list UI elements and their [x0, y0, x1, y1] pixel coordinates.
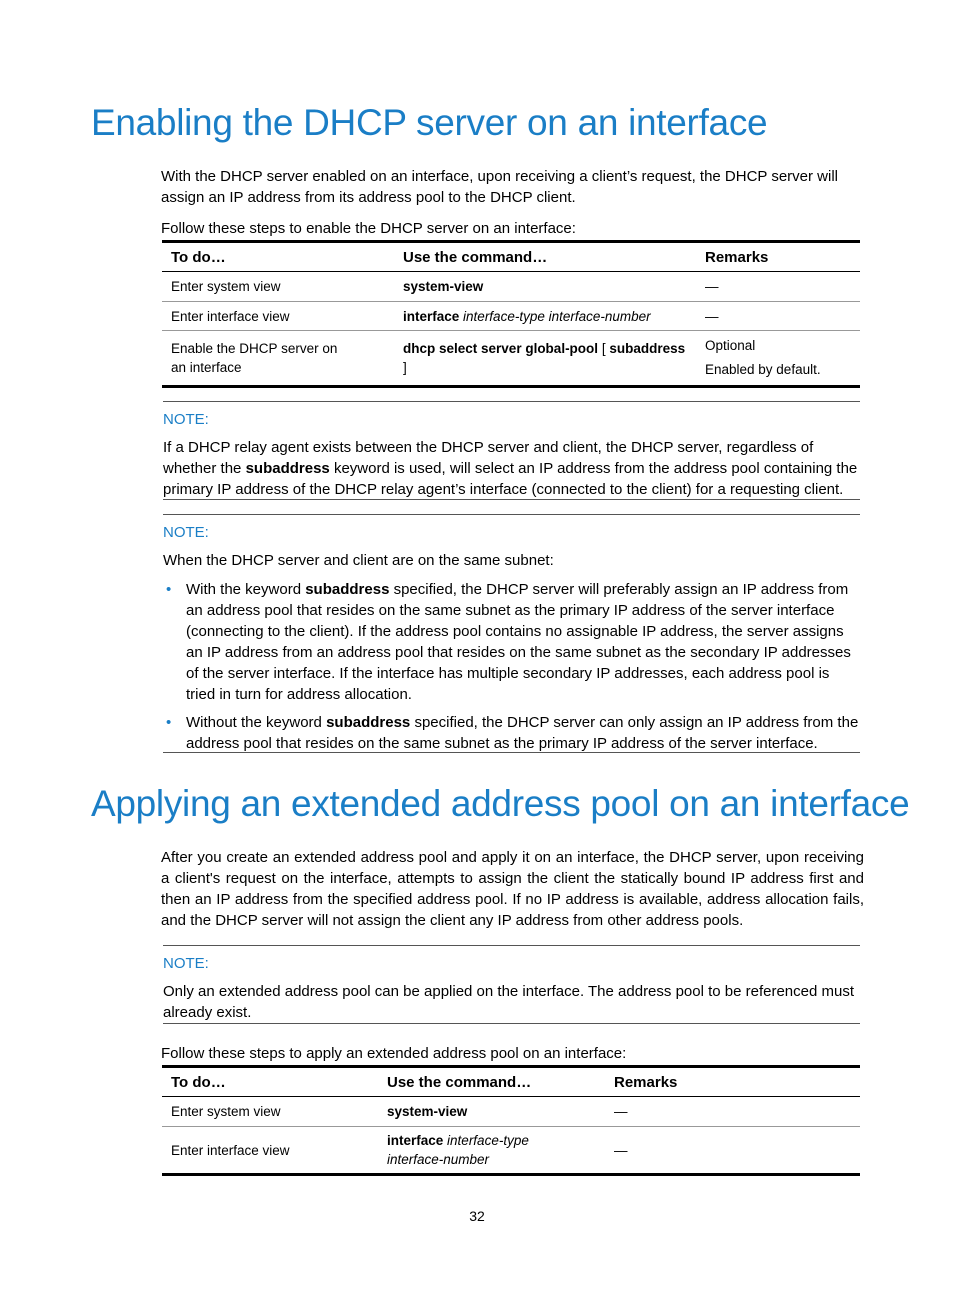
table-cell: — [605, 1097, 860, 1127]
note-box [163, 401, 860, 500]
note-text: Only an extended address pool can be applied on the interface. The address pool to be referenced must already exist. [163, 983, 855, 1021]
section-intro: After you create an extended address pool and apply it on an interface, the DHCP server, upon receiving a client's request on the interface, attempts to assign the client the statically bound IP address first and then an IP address from the specified address pool. If no IP address is available, address allocation fails, and the DHCP server will not assign the client any IP address from other address pools. [161, 849, 864, 929]
command-keyword: dhcp select server global-pool [403, 341, 599, 356]
table-cell: Enter system view [162, 1097, 378, 1127]
note-text-part: If a DHCP relay agent exists between the DHCP server and client, the DHCP server, regardless of whether the [163, 439, 814, 477]
steps-intro: Follow these steps to enable the DHCP server on an interface: [161, 220, 576, 237]
table-row [162, 1097, 860, 1127]
table-cell: — [696, 302, 860, 331]
optional-bracket: ] [403, 360, 407, 375]
optional-bracket: [ [601, 341, 606, 356]
command-table [162, 240, 860, 388]
remarks-line: Optional [705, 338, 756, 353]
command-keyword: system-view [403, 279, 484, 294]
table-cell: Enter system view [162, 272, 394, 302]
bullet-keyword: subaddress [326, 714, 411, 731]
note-label: NOTE: [163, 524, 209, 541]
command-keyword: interface [403, 308, 460, 324]
table-cell [394, 331, 696, 387]
table-header-row [162, 1067, 860, 1097]
table-header: To do… [162, 1067, 378, 1097]
note-text: When the DHCP server and client are on the same subnet: [163, 552, 554, 569]
command-keyword: interface [387, 1133, 444, 1148]
bullet-icon: • [166, 581, 172, 598]
section-title: Enabling the DHCP server on an interface [91, 102, 768, 143]
table-header: Use the command… [394, 242, 696, 272]
table-row [162, 331, 860, 387]
bullet-text-part: specified, the DHCP server will preferably assign an IP address from an address pool that resides on the same subnet as the primary IP address of the server interface (connecting to the client). If the address pool contains no assignable IP address, the server assigns an IP address from an address pool that resides on the same subnet as the secondary IP addresses of the server interface. If the interface has multiple secondary IP addresses, each address pool is tried in turn for address allocation. [186, 581, 851, 703]
bullet-keyword: subaddress [305, 581, 390, 598]
command-argument: interface-number [387, 1152, 490, 1167]
note-text [163, 437, 860, 501]
bullet-list [163, 579, 860, 754]
table-cell [378, 1097, 605, 1127]
command-argument: interface-type [447, 1133, 529, 1148]
bullet-icon: • [166, 714, 172, 731]
table-cell: Enter interface view [162, 1127, 378, 1175]
table-cell: — [696, 272, 860, 302]
command-table [162, 1065, 860, 1176]
command-keyword: subaddress [609, 341, 686, 356]
note-text-part: keyword is used, will select an IP address from the address pool containing the primary IP address of the DHCP relay agent’s interface (connected to the client) for a requesting client. [163, 460, 858, 498]
bullet-text-part: Without the keyword [186, 714, 322, 731]
table-cell: — [605, 1127, 860, 1175]
command-argument: interface-type interface-number [463, 308, 651, 324]
table-cell: Enter interface view [162, 302, 394, 331]
table-cell [394, 272, 696, 302]
section-title: Applying an extended address pool on an interface [91, 783, 910, 824]
remarks-line: Enabled by default. [705, 362, 821, 377]
list-item [163, 712, 860, 754]
table-row [162, 302, 860, 331]
page-number: 32 [469, 1208, 485, 1224]
table-row [162, 1127, 860, 1175]
note-box [163, 514, 860, 753]
section-intro: With the DHCP server enabled on an interface, upon receiving a client’s request, the DHCP server will assign an IP address from its address pool to the DHCP client. [161, 168, 838, 206]
table-header: Use the command… [378, 1067, 605, 1097]
table-header-row [162, 242, 860, 272]
steps-intro: Follow these steps to apply an extended address pool on an interface: [161, 1045, 627, 1062]
table-row [162, 272, 860, 302]
table-cell: Enable the DHCP server on an interface [162, 331, 394, 387]
note-label: NOTE: [163, 411, 209, 428]
note-box [163, 945, 860, 1024]
list-item [163, 579, 860, 705]
table-cell [394, 302, 696, 331]
table-cell [378, 1127, 605, 1175]
table-header: Remarks [605, 1067, 860, 1097]
table-header: Remarks [696, 242, 860, 272]
command-keyword: system-view [387, 1104, 468, 1119]
note-label: NOTE: [163, 955, 209, 972]
note-keyword: subaddress [245, 460, 330, 477]
table-header: To do… [162, 242, 394, 272]
table-cell [696, 331, 860, 387]
bullet-text-part: specified, the DHCP server can only assign an IP address from the address pool that resides on the same subnet as the primary IP address of the server interface. [186, 714, 859, 752]
bullet-text-part: With the keyword [186, 581, 302, 598]
